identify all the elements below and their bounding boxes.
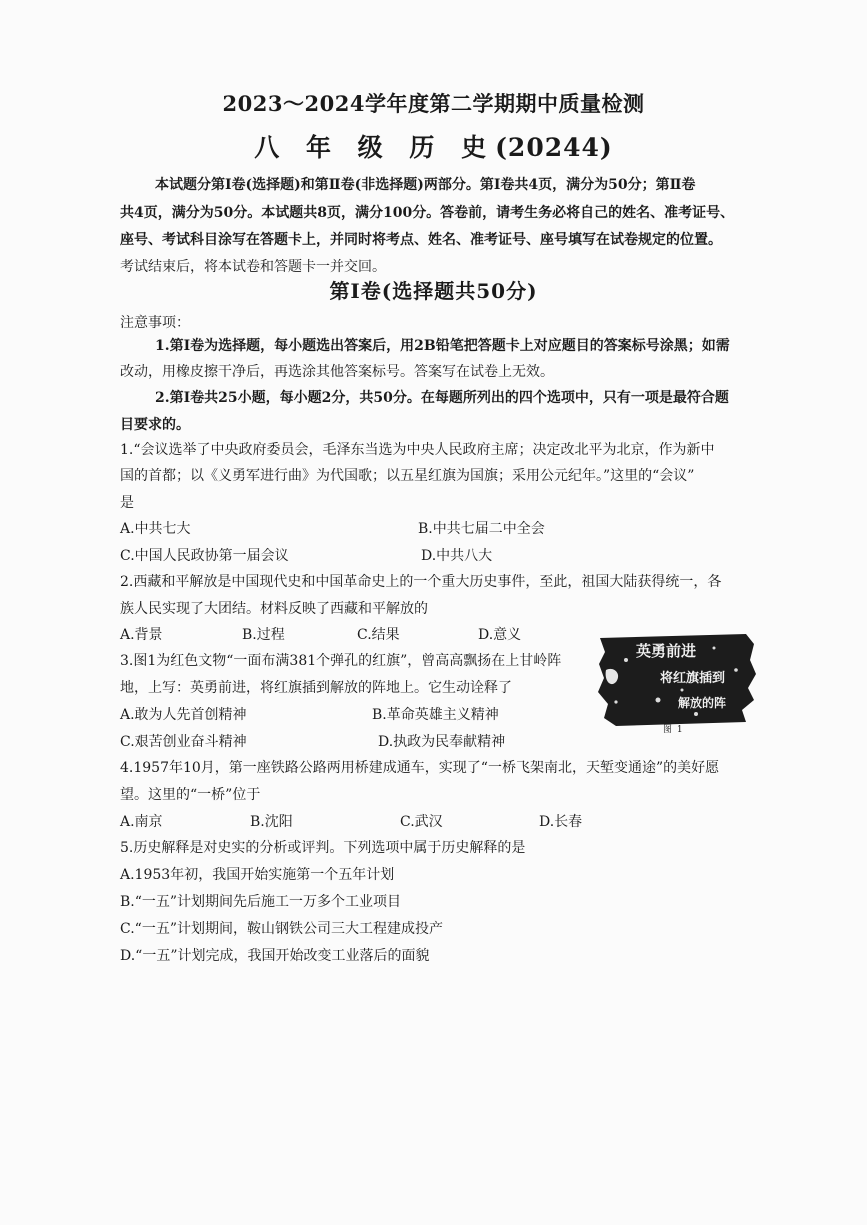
note-1-line-1: 1.第Ⅰ卷为选择题，每小题选出答案后，用2B铅笔把答题卡上对应题目的答案标号涂黑；如需 <box>155 338 730 354</box>
question-2-option-b: B.过程 <box>242 627 285 643</box>
question-1-option-c: C.中国人民政协第一届会议 <box>120 548 289 564</box>
part-one-title: 第Ⅰ卷(选择题共50分) <box>329 279 538 303</box>
question-4-stem-line-2: 望。这里的“一桥”位于 <box>120 787 261 803</box>
question-2-option-d: D.意义 <box>478 627 522 643</box>
exam-title: 2023～2024学年度第二学期期中质量检测 <box>222 91 645 116</box>
intro-line-1: 本试题分第Ⅰ卷(选择题)和第Ⅱ卷(非选择题)两部分。第Ⅰ卷共4页，满分为50分；第Ⅱ卷 <box>155 177 696 193</box>
note-2-line-1: 2.第Ⅰ卷共25小题，每小题2分，共50分。在每题所列出的四个选项中，只有一项是最符合题 <box>155 390 729 406</box>
question-1-option-a: A.中共七大 <box>120 521 191 537</box>
question-3-option-c: C.艰苦创业奋斗精神 <box>120 734 247 750</box>
question-4-option-a: A.南京 <box>120 814 163 830</box>
red-flag-photo <box>596 630 760 730</box>
question-3-stem-line-1: 3.图1为红色文物“一面布满381个弹孔的红旗”，曾高高飘扬在上甘岭阵 <box>120 653 562 669</box>
question-1-stem-line-1: 1.“会议选举了中央政府委员会，毛泽东当选为中央人民政府主席；决定改北平为北京，作为新中 <box>120 442 715 458</box>
question-2-stem-line-2: 族人民实现了大团结。材料反映了西藏和平解放的 <box>120 601 428 617</box>
note-2-line-2: 目要求的。 <box>120 417 190 433</box>
figure-1-caption: 图 1 <box>663 725 684 735</box>
question-5-option-a: A.1953年初，我国开始实施第一个五年计划 <box>120 867 395 883</box>
question-3-option-a: A.敢为人先首创精神 <box>120 707 247 723</box>
figure-text-line-2: 将红旗插到 <box>660 671 726 686</box>
intro-line-2: 共4页，满分为50分。本试题共8页，满分100分。答卷前，请考生务必将自己的姓名、准考证号、 <box>120 205 735 221</box>
question-4-option-d: D.长春 <box>539 814 583 830</box>
question-1-option-b: B.中共七届二中全会 <box>418 521 545 537</box>
question-5-option-c: C.“一五”计划期间，鞍山钢铁公司三大工程建成投产 <box>120 921 443 937</box>
question-4-stem-line-1: 4.1957年10月，第一座铁路公路两用桥建成通车，实现了“一桥飞架南北，天堑变通途”的美好愿 <box>120 760 720 776</box>
question-4-option-c: C.武汉 <box>400 814 443 830</box>
subject-name: 八 年 级 历 史 <box>254 133 496 162</box>
subject-code: (20244) <box>495 133 613 162</box>
question-2-option-c: C.结果 <box>357 627 400 643</box>
question-2-option-a: A.背景 <box>120 627 163 643</box>
question-3-option-b: B.革命英雄主义精神 <box>372 707 499 723</box>
subject-title <box>0 128 867 164</box>
intro-line-3: 座号、考试科目涂写在答题卡上，并同时将考点、姓名、准考证号、座号填写在试卷规定的位置。 <box>120 232 722 248</box>
question-3-stem-line-2: 地，上写：英勇前进，将红旗插到解放的阵地上。它生动诠释了 <box>120 680 512 696</box>
question-5-option-d: D.“一五”计划完成，我国开始改变工业落后的面貌 <box>120 948 430 964</box>
intro-line-4: 考试结束后，将本试卷和答题卡一并交回。 <box>120 259 386 275</box>
notes-heading: 注意事项： <box>120 315 190 331</box>
question-1-stem-line-2: 国的首都；以《义勇军进行曲》为代国歌；以五星红旗为国旗；采用公元纪年。”这里的“会议” <box>120 468 695 484</box>
question-1-option-d: D.中共八大 <box>421 548 493 564</box>
figure-text-line-3: 解放的阵 <box>678 696 727 710</box>
question-5-stem-line-1: 5.历史解释是对史实的分析或评判。下列选项中属于历史解释的是 <box>120 840 526 856</box>
note-1-line-2: 改动，用橡皮擦干净后，再选涂其他答案标号。答案写在试卷上无效。 <box>120 364 554 380</box>
question-5-option-b: B.“一五”计划期间先后施工一万多个工业项目 <box>120 894 402 910</box>
figure-text-line-1: 英勇前进 <box>636 642 697 660</box>
question-2-stem-line-1: 2.西藏和平解放是中国现代史和中国革命史上的一个重大历史事件，至此，祖国大陆获得统一，各 <box>120 574 722 590</box>
question-3-option-d: D.执政为民奉献精神 <box>378 734 506 750</box>
question-1-stem-line-3: 是 <box>120 495 134 511</box>
figure-1-red-flag-image <box>596 630 760 730</box>
question-4-option-b: B.沈阳 <box>250 814 293 830</box>
